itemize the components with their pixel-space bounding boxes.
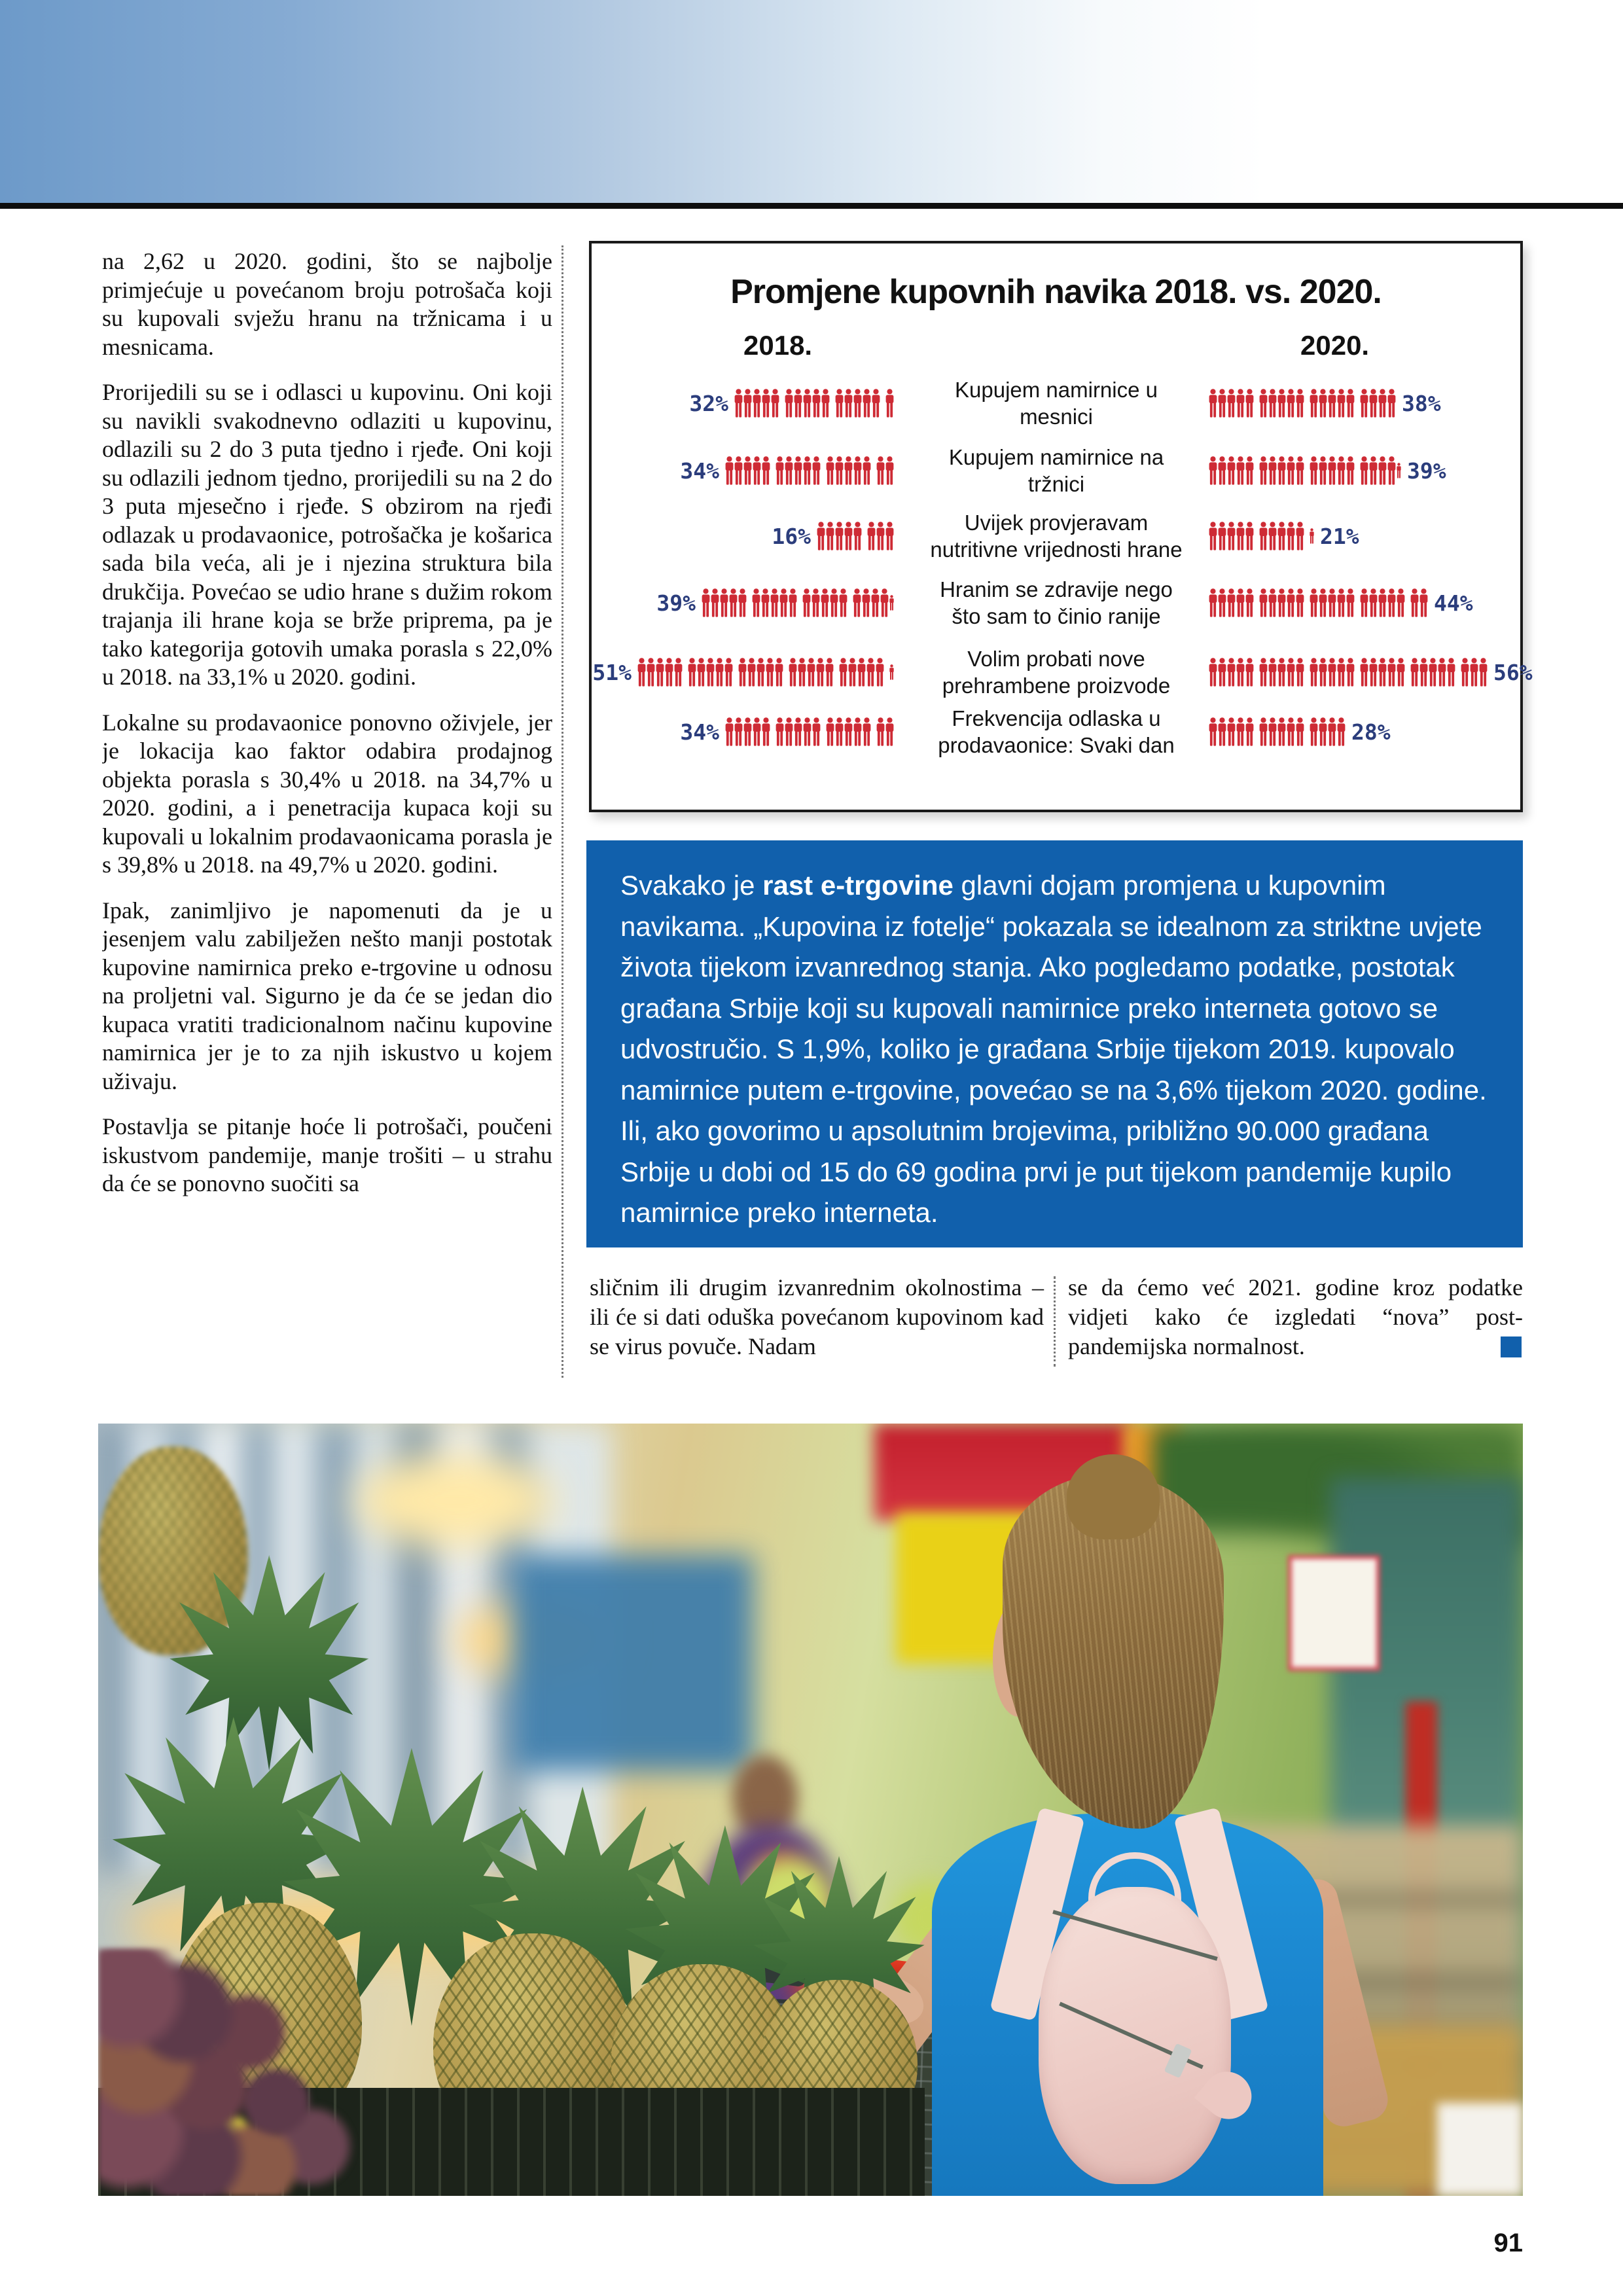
row-2018-cell — [598, 570, 894, 636]
row-2018-cell — [598, 370, 894, 436]
pineapple-body — [98, 1446, 248, 1655]
page-number: 91 — [1493, 2229, 1523, 2257]
left-text-column — [102, 247, 552, 1386]
purple-fruits — [98, 1948, 454, 2196]
paragraph: na 2,62 u 2020. godini, što se najbolje primjećuje u povećanom broju potrošača koji su kupovali svježu hranu na tržnicama i u mesnicama. — [102, 248, 552, 360]
pct-2018: 51% — [592, 659, 632, 685]
pictogram — [702, 588, 894, 617]
supermarket-photo — [98, 1424, 1523, 2196]
row-label: Kupujem namirnice u mesnici — [955, 378, 1158, 429]
pct-2020: 56% — [1493, 659, 1533, 685]
chart-row — [592, 438, 1520, 503]
chart-row — [592, 639, 1533, 705]
highlight-text-after: glavni dojam promjena u kupovnim navikama. „Kupovina iz fotelje“ pokazala se idealnom za striktne uvjete života tijekom izvanrednog stanja. Ako pogledamo podatke, postotak građana Srbije koji su kupovali namirnice preko interneta gotovo se udvostručio. S 1,9%, koliko je građana Srbije tijekom 2019. kupovalo namirnice putem e-trgovine, povećao se na 3,6% tijekom 2020. godine. Ili, ako govorimo u apsolutnim brojevima, približno 90.000 građana Srbije u dobi od 15 do 69 godina prvi je put tijekom pandemije kupilo namirnice preko interneta. — [620, 870, 1487, 1228]
paragraph: Postavlja se pitanje hoće li potrošači, poučeni iskustvom pandemije, manje trošiti – u strahu da će se ponovno suočiti sa — [102, 1113, 552, 1196]
habits-chart — [589, 241, 1533, 812]
pictogram — [1209, 522, 1314, 550]
row-label-cell — [924, 438, 1188, 503]
woman-ponytail — [1067, 1454, 1160, 1539]
highlight-box — [586, 840, 1523, 1247]
pct-2020: 38% — [1402, 390, 1441, 416]
chart-title: Promjene kupovnih navika 2018. vs. 2020. — [730, 273, 1382, 311]
row-2018-cell — [592, 639, 894, 705]
pictogram — [1209, 658, 1488, 687]
pct-2020: 28% — [1351, 719, 1391, 745]
row-2018-cell — [598, 503, 894, 569]
paragraph: Ipak, zanimljivo je napomenuti da je u jesenjem valu zabilježen nešto manji postotak kupovine namirnica preko e-trgovine u odnosu na proljetni val. Sigurno je da će se jedan dio kupaca vratiti tradicionalnom načinu kupovine namirnica jer je to za njih iskustvo u kojem uživaju. — [102, 897, 552, 1094]
row-label: Kupujem namirnice na tržnici — [948, 445, 1164, 496]
row-label: Volim probati nove prehrambene proizvode — [942, 647, 1171, 698]
highlight-bold-text: rast e-trgovine — [762, 870, 954, 901]
chart-row — [592, 370, 1520, 436]
pictogram — [1209, 389, 1396, 418]
pct-2020: 44% — [1434, 590, 1473, 616]
pictogram — [725, 456, 894, 485]
highlight-text-before: Svakako je — [620, 870, 763, 901]
pictogram — [1209, 456, 1401, 485]
pictogram — [817, 522, 894, 550]
pct-2018: 16% — [772, 523, 811, 549]
chart-column-header-2020: 2020. — [1300, 330, 1370, 361]
bottom-right-column: se da ćemo već 2021. godine kroz podatke vidjeti kako će izgledati “nova” post-pandemijska normalnost. — [1068, 1274, 1523, 1359]
paragraph: Prorijedili su se i odlasci u kupovinu. Oni koji su navikli svakodnevno odlaziti u kupovinu, odlazili su 2 do 3 puta tjedno i rjeđe. Oni koji su odlazili jednom tjedno, prorijedili su na 2 do 3 puta mjesečno i rjeđe. S obzirom na rjeđi odlazak u prodavaonice, potrošačka je košarica sada bila veća, ali je i njezina struktura bila drukčija. Povećao se udio hrane s dužim rokom trajanja ili hrane koja se brže priprema, pa je tako kategorija gotovih umaka porasla s 22,0% u 2018. na 33,1% u 2020. godini. — [102, 379, 552, 690]
bottom-column-divider — [1054, 1276, 1056, 1367]
pct-2018: 32% — [689, 390, 728, 416]
row-label-cell — [924, 570, 1188, 636]
row-2020-cell — [1209, 370, 1515, 436]
header-gradient-bar — [0, 0, 1623, 203]
chart-row — [592, 570, 1520, 636]
chart-row — [592, 699, 1520, 764]
photo-ceiling-light — [355, 1454, 554, 1547]
pictogram — [637, 658, 894, 687]
photo-price-sign — [1288, 1555, 1381, 1671]
row-2020-cell — [1209, 639, 1533, 705]
pictogram — [734, 389, 894, 418]
pct-2018: 39% — [656, 590, 696, 616]
photo-blue-signage — [511, 1555, 753, 1771]
row-2020-cell — [1209, 503, 1515, 569]
pct-2020: 39% — [1407, 457, 1446, 484]
header-rule — [0, 203, 1623, 209]
pct-2018: 34% — [680, 719, 719, 745]
row-2020-cell — [1209, 438, 1515, 503]
row-label: Frekvencija odlaska u prodavaonice: Svaki dan — [938, 706, 1175, 757]
pictogram — [725, 717, 894, 746]
row-label: Hranim se zdravije nego što sam to činio ranije — [940, 577, 1173, 628]
chart-column-header-2018: 2018. — [743, 330, 813, 361]
row-2020-cell — [1209, 699, 1515, 764]
row-label-cell — [924, 503, 1188, 569]
row-label-cell — [924, 699, 1188, 764]
row-2018-cell — [598, 699, 894, 764]
chart-row — [592, 503, 1520, 569]
pct-2018: 34% — [680, 457, 719, 484]
column-divider — [562, 245, 563, 1378]
pct-2020: 21% — [1320, 523, 1359, 549]
photo-white-corner — [1437, 2103, 1523, 2196]
row-label: Uvijek provjeravam nutritivne vrijednosti hrane — [930, 511, 1183, 562]
row-label-cell — [924, 370, 1188, 436]
bottom-left-column: sličnim ili drugim izvanrednim okolnostima – ili će si dati oduška povećanom kupovinom kad se virus povuče. Nadam — [590, 1274, 1044, 1359]
pictogram — [1209, 588, 1428, 617]
row-label-cell — [924, 639, 1188, 705]
row-2020-cell — [1209, 570, 1515, 636]
paragraph: Lokalne su prodavaonice ponovno oživjele, jer je lokacija kao faktor odabira prodajnog objekta porasla s 30,4% u 2018. na 34,7% u 2020. godini, a i penetracija kupaca koji su kupovali u lokalnim prodavaonicama porasla je s 39,8% u 2018. na 49,7% u 2020. godini. — [102, 709, 552, 878]
pictogram — [1209, 717, 1346, 746]
end-of-article-marker — [1501, 1336, 1522, 1357]
row-2018-cell — [598, 438, 894, 503]
